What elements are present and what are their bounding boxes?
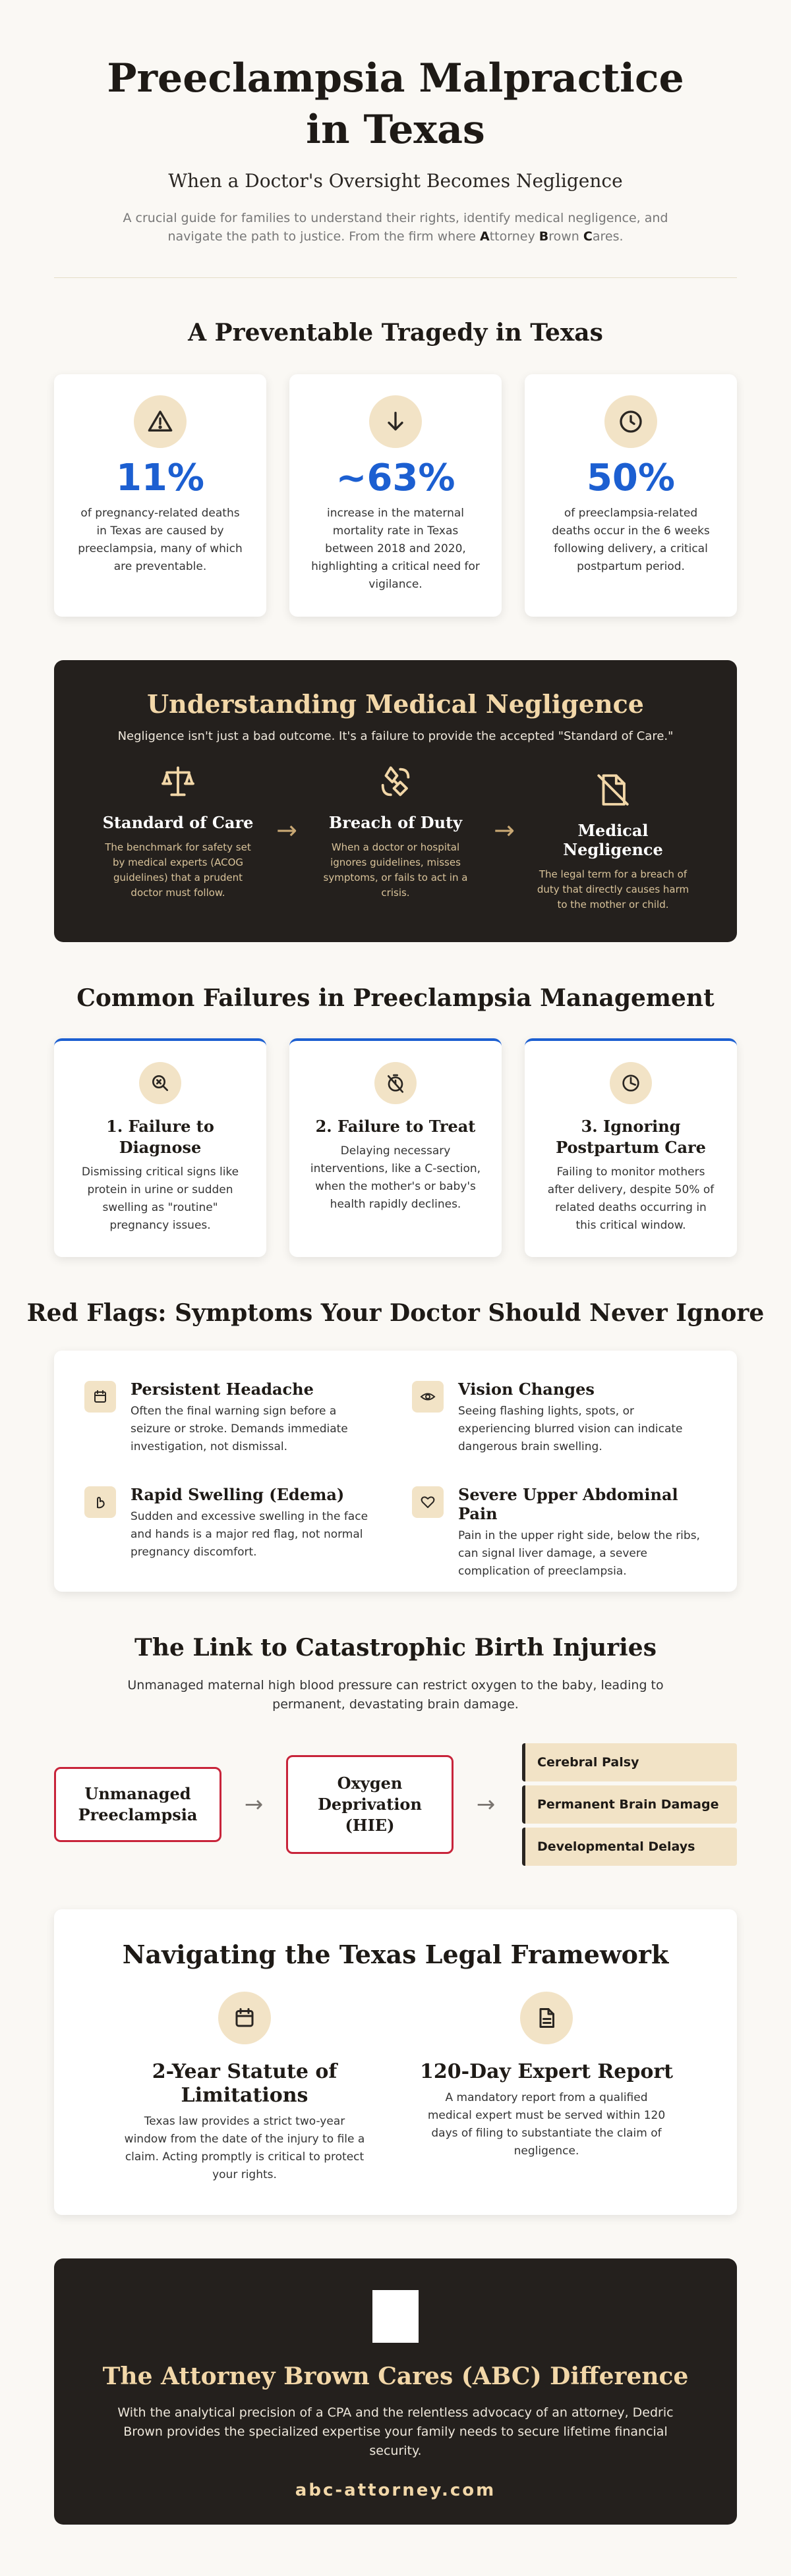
red-flag-item [84,1380,379,1468]
website-link[interactable]: abc-attorney.com [295,2480,496,2500]
stat-value: 50% [586,457,676,499]
negligence-step [316,759,475,901]
failure-title: 2. Failure to Treat [315,1117,476,1136]
birth-injuries-title: The Link to Catastrophic Birth Injuries [134,1634,657,1662]
stat-card [525,374,737,617]
eye-icon [412,1381,444,1413]
outcome-item: Cerebral Palsy [522,1743,737,1781]
stats-section [0,319,791,617]
stat-value: ~63% [336,457,455,499]
flag-desc: Seeing flashing lights, spots, or experiencing blurred vision can indicate dangerous brain swelling. [458,1405,683,1453]
warning-icon [134,395,187,448]
birth-injuries-subtitle: Unmanaged maternal high blood pressure can restrict oxygen to the baby, leading to permanent, devastating brain damage. [127,1678,664,1712]
calendar-icon [84,1381,116,1413]
cta-title: The Attorney Brown Cares (ABC) Difference [102,2363,689,2390]
failures-section [0,984,791,1257]
red-flag-item [412,1485,707,1592]
outcome-item: Developmental Delays [522,1828,737,1866]
flag-title: Rapid Swelling (Edema) [131,1484,345,1504]
step-desc: The legal term for a breach of duty that directly causes harm to the mother or child. [537,868,689,910]
failure-card [525,1038,737,1257]
negligence-step [99,759,257,901]
failure-desc: Dismissing critical signs like protein in urine or sudden swelling as "routine" pregnancy issues. [81,1165,239,1232]
brand-rest-a: ttorney [489,229,539,244]
arrow-right-icon: → [276,816,297,845]
red-flags-title: Red Flags: Symptoms Your Doctor Should Never Ignore [26,1299,765,1327]
stat-card [54,374,266,617]
pie-clock-icon [610,1062,652,1104]
header [0,0,791,278]
legal-item-desc: A mandatory report from a qualified medical expert must be served within 120 days of filing to substantiate the claim of negligence. [427,2091,666,2158]
step-title: Standard of Care [102,813,254,832]
header-divider [54,277,737,278]
arrow-right-icon: → [494,816,515,845]
document-icon [520,1992,573,2044]
stat-card [289,374,502,617]
arrow-right-icon: → [244,1791,264,1818]
brand-initial-b: B [539,229,549,244]
hand-swelling-icon [84,1486,116,1518]
failure-title: 1. Failure to Diagnose [106,1117,214,1157]
negligence-title: Understanding Medical Negligence [147,689,644,719]
page-title: Preeclampsia Malpractice in Texas [107,55,684,153]
legal-item [116,1992,373,2184]
cause-box: Unmanaged Preeclampsia [54,1767,221,1842]
intro-body: A crucial guide for families to understand their rights, identify medical negligence, and navigate the path to justice. From the firm where [123,211,668,244]
cta-panel [54,2258,737,2525]
file-off-icon [534,767,692,813]
failure-card [54,1038,266,1257]
brand-initial-a: A [480,229,490,244]
red-flags-section [0,1299,791,1592]
flag-title: Persistent Headache [131,1380,314,1399]
stat-desc: increase in the maternal mortality rate in Texas between 2018 and 2020, highlighting a critical need for vigilance. [311,507,480,591]
broken-hands-icon [316,759,475,805]
outcome-item: Permanent Brain Damage [522,1785,737,1824]
step-desc: When a doctor or hospital ignores guidelines, misses symptoms, or fails to act in a crisis. [323,841,468,899]
calendar-icon [218,1992,271,2044]
legal-item-title: 120-Day Expert Report [420,2060,673,2083]
step-title: Medical Negligence [563,821,663,859]
outcomes-list [522,1743,737,1866]
flag-desc: Sudden and excessive swelling in the face and hands is a major red flag, not normal pregnancy discomfort. [131,1509,368,1559]
failure-title: 3. Ignoring Postpartum Care [556,1117,706,1157]
page-subtitle: When a Doctor's Oversight Becomes Negligence [168,170,623,192]
intro-text [99,209,692,246]
arrow-down-icon [369,395,422,448]
negligence-subtitle: Negligence isn't just a bad outcome. It's a failure to provide the accepted "Standard of Care." [117,729,674,743]
red-flag-item [84,1485,379,1592]
negligence-panel [54,660,737,942]
cta-desc: With the analytical precision of a CPA and the relentless advocacy of an attorney, Dedric Brown provides the specialized expertise your family needs to secure lifetime financial security. [117,2405,674,2458]
effect-box: Oxygen Deprivation (HIE) [286,1755,454,1854]
firm-logo [372,2290,419,2343]
stat-value: 11% [115,457,205,499]
brand-rest-c: ares. [592,229,624,244]
failure-desc: Delaying necessary interventions, like a C-section, when the mother's or baby's health rapidly declines. [310,1144,481,1211]
clock-icon [604,395,657,448]
legal-panel [54,1909,737,2215]
failure-card [289,1038,502,1257]
brand-rest-b: rown [548,229,583,244]
heart-icon [412,1486,444,1518]
search-x-icon [139,1062,181,1104]
red-flag-item [412,1380,707,1468]
timer-off-icon [374,1062,417,1104]
brand-initial-c: C [583,229,593,244]
stats-title: A Preventable Tragedy in Texas [188,319,603,347]
legal-item-desc: Texas law provides a strict two-year window from the date of the injury to file a claim. Acting promptly is critical to protect your rights. [124,2115,365,2181]
flag-title: Severe Upper Abdominal Pain [458,1484,678,1523]
stat-desc: of pregnancy-related deaths in Texas are caused by preeclampsia, many of which are preventable. [78,507,243,573]
arrow-right-icon: → [476,1791,496,1818]
scales-icon [99,759,257,805]
injury-chain [54,1743,737,1866]
stat-desc: of preeclampsia-related deaths occur in the 6 weeks following delivery, a critical postpartum period. [552,507,710,573]
failures-title: Common Failures in Preeclampsia Management [76,984,715,1012]
failure-desc: Failing to monitor mothers after delivery, despite 50% of related deaths occurring in this critical window. [547,1165,715,1232]
legal-item [418,1992,675,2184]
step-title: Breach of Duty [328,813,463,832]
flag-desc: Pain in the upper right side, below the ribs, can signal liver damage, a severe complication of preeclampsia. [458,1528,700,1578]
flag-title: Vision Changes [458,1380,595,1399]
step-desc: The benchmark for safety set by medical experts (ACOG guidelines) that a prudent doctor must follow. [105,841,251,899]
flag-desc: Often the final warning sign before a seizure or stroke. Demands immediate investigation, not dismissal. [131,1405,348,1453]
legal-item-title: 2-Year Statute of Limitations [152,2060,337,2107]
legal-title: Navigating the Texas Legal Framework [122,1940,669,1969]
negligence-step [534,759,692,912]
birth-injuries-section [0,1634,791,1866]
